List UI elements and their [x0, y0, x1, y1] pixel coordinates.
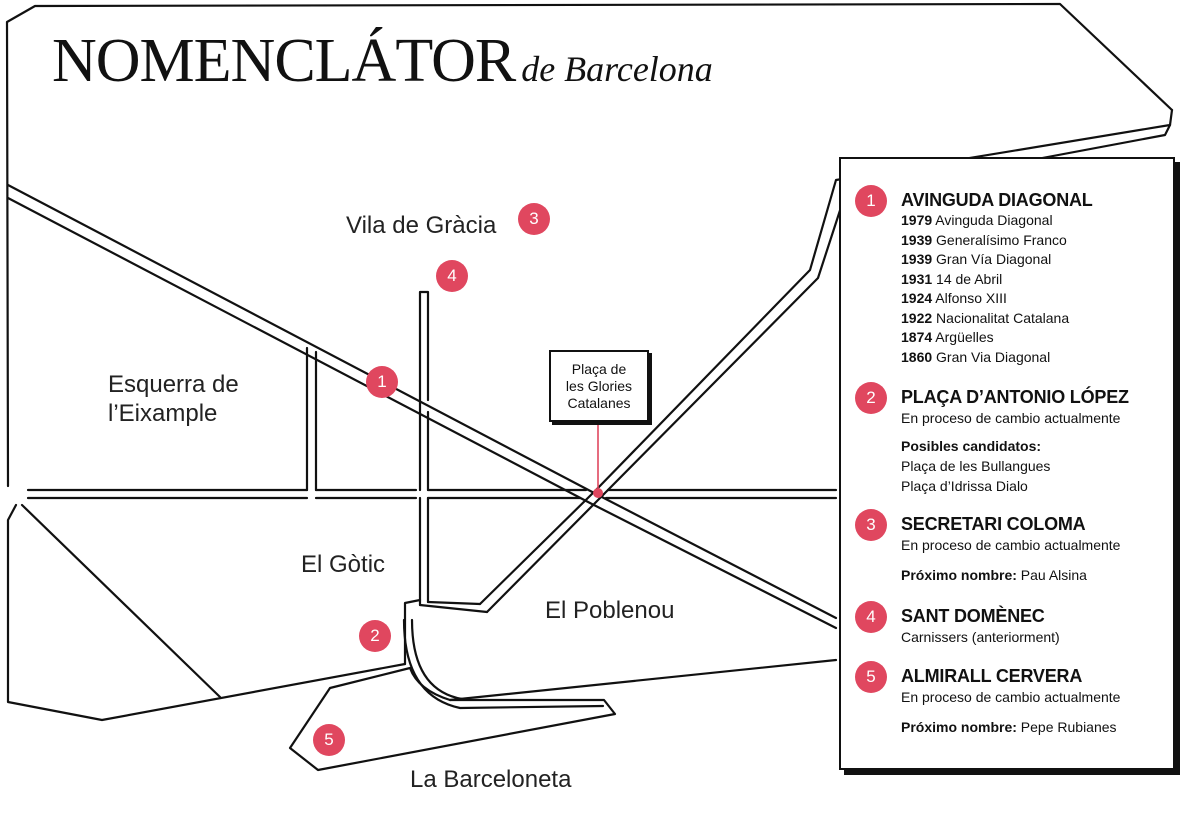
history-year: 1979 [901, 212, 933, 228]
legend-status: En proceso de cambio actualmente [901, 537, 1121, 553]
legend-marker-5: 5 [855, 661, 887, 693]
history-row [901, 348, 1169, 368]
history-year: 1931 [901, 270, 933, 287]
district-poblenou: El Poblenou [545, 597, 675, 624]
history-name: Nacionalitat Catalana [936, 309, 1070, 326]
callout-line1: Plaça de [571, 360, 627, 377]
title-main: NOMENCLÁTOR [52, 27, 516, 95]
callout-line3: Catalanes [567, 394, 631, 411]
next-name [901, 717, 1169, 737]
history-row [901, 270, 1169, 290]
history-row [901, 211, 1169, 231]
barceloneta-outline [290, 668, 615, 770]
history-year: 1860 [901, 348, 933, 365]
coast-line [450, 660, 836, 700]
history-year: 1939 [901, 251, 933, 267]
legend-marker-1: 1 [855, 185, 887, 217]
history-name: 14 de Abril [936, 270, 1003, 287]
legend-entry-cervera [866, 665, 1169, 737]
history-name: Alfonso XIII [935, 290, 1007, 306]
legend-title: PLAÇA D’ANTONIO LÓPEZ [901, 387, 1129, 407]
next-name-value: Pau Alsina [1020, 567, 1087, 583]
street-centre-vertical [420, 292, 428, 490]
glories-callout [549, 350, 649, 422]
legend-status: En proceso de cambio actualmente [901, 689, 1121, 705]
street-poblenou-edge [420, 602, 487, 612]
legend-status: En proceso de cambio actualmente [901, 410, 1121, 426]
legend-marker-2: 2 [855, 382, 887, 414]
history-name: Gran Vía Diagonal [936, 251, 1052, 267]
street-lower-vertical [420, 498, 428, 605]
district-eixample-line2: l’Eixample [108, 400, 218, 427]
candidate-item: Plaça de les Bullangues [901, 458, 1051, 474]
legend-entry-domenec [866, 605, 1169, 647]
history-year: 1924 [901, 290, 933, 306]
title-sub: de Barcelona [521, 49, 713, 89]
legend-entry-diagonal [866, 189, 1169, 367]
history-row [901, 231, 1169, 251]
history-name: Generalísimo Franco [936, 231, 1067, 248]
map-outline-lower-left [8, 505, 405, 720]
map-title [52, 27, 713, 95]
candidate-item: Plaça d’Idrissa Dialo [901, 478, 1028, 494]
legend-marker-3: 3 [855, 509, 887, 541]
history-row [901, 289, 1169, 309]
history-name: Argüelles [935, 329, 994, 345]
history-row [901, 328, 1169, 348]
district-gracia: Vila de Gràcia [346, 212, 497, 239]
history-name: Avinguda Diagonal [935, 212, 1053, 228]
legend-marker-4: 4 [855, 601, 887, 633]
history-year: 1874 [901, 329, 933, 345]
map-marker-5[interactable]: 5 [313, 724, 345, 756]
glories-dot [593, 488, 603, 498]
next-name-label: Próximo nombre: [901, 567, 1017, 583]
history-name: Gran Via Diagonal [936, 348, 1051, 365]
legend-entry-coloma [866, 513, 1169, 585]
history-year: 1922 [901, 309, 933, 326]
map-marker-1[interactable]: 1 [366, 366, 398, 398]
history-row [901, 250, 1169, 270]
street-diagonal-left [22, 505, 220, 697]
legend-status: Carnissers (anteriorment) [901, 629, 1060, 645]
district-barceloneta: La Barceloneta [410, 766, 572, 793]
callout-line2: les Glories [565, 377, 633, 394]
street-left-vertical [307, 348, 316, 490]
legend-title: ALMIRALL CERVERA [901, 666, 1083, 686]
legend-title: AVINGUDA DIAGONAL [901, 190, 1093, 210]
district-gotic: El Gòtic [301, 551, 386, 578]
map-marker-4[interactable]: 4 [436, 260, 468, 292]
next-name-label: Próximo nombre: [901, 719, 1017, 735]
street-legend [839, 157, 1175, 770]
next-name-value: Pepe Rubianes [1020, 719, 1117, 735]
district-eixample-line1: Esquerra de [108, 371, 239, 398]
barceloneta-road-edge [412, 620, 462, 699]
legend-title: SECRETARI COLOMA [901, 514, 1086, 534]
legend-title: SANT DOMÈNEC [901, 606, 1045, 626]
candidates-label: Posibles candidatos: [901, 438, 1042, 454]
legend-entry-lopez [866, 386, 1169, 496]
map-marker-3[interactable]: 3 [518, 203, 550, 235]
history-year: 1939 [901, 231, 933, 248]
map-marker-2[interactable]: 2 [359, 620, 391, 652]
history-row [901, 309, 1169, 329]
next-name [901, 565, 1169, 585]
